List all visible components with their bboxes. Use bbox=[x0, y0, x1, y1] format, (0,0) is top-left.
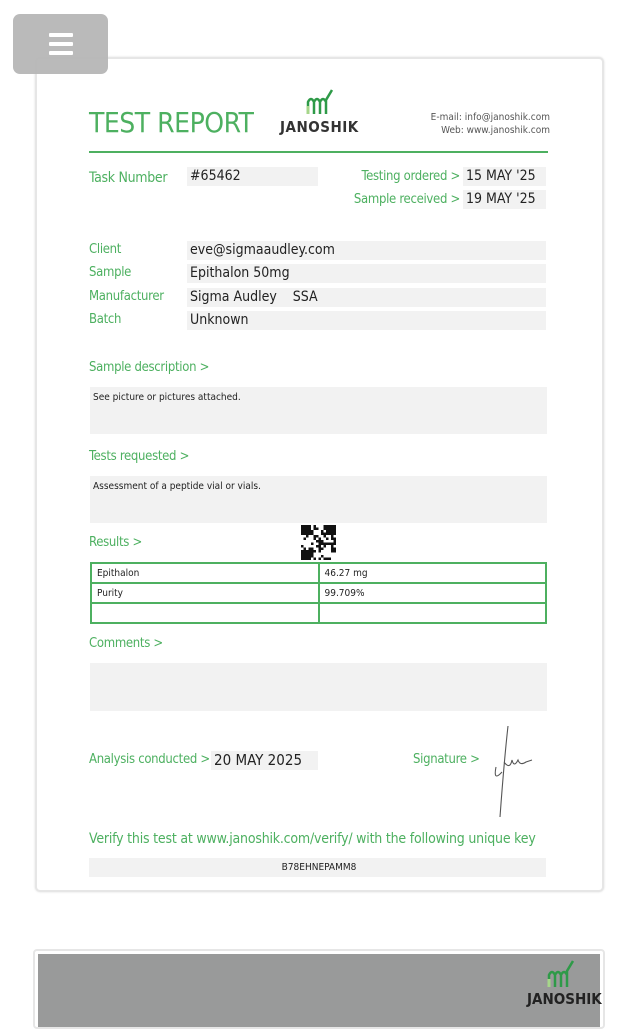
result-cell bbox=[319, 603, 547, 623]
hamburger-menu-icon bbox=[49, 33, 73, 37]
second-report-card bbox=[33, 949, 605, 1029]
result-cell: 46.27 mg bbox=[319, 563, 547, 583]
results-label: Results > bbox=[89, 535, 142, 550]
tests-requested-value: Assessment of a peptide vial or vials. bbox=[90, 476, 547, 523]
hamburger-line bbox=[49, 51, 73, 55]
batch-label: Batch bbox=[89, 312, 122, 327]
header-divider bbox=[89, 151, 548, 153]
result-cell: Purity bbox=[91, 583, 319, 603]
analysis-conducted-label: Analysis conducted > bbox=[89, 752, 210, 767]
comments-value bbox=[90, 663, 547, 711]
sample-description-label: Sample description > bbox=[89, 360, 210, 375]
unique-key[interactable]: B78EHNEPAMM8 bbox=[89, 858, 546, 877]
sample-description-value: See picture or pictures attached. bbox=[90, 387, 547, 434]
contact-web: Web: www.janoshik.com bbox=[441, 125, 550, 136]
manufacturer-label: Manufacturer bbox=[89, 289, 164, 304]
analysis-conducted-value: 20 MAY 2025 bbox=[211, 751, 318, 770]
testing-ordered-label: Testing ordered > bbox=[361, 169, 460, 184]
result-cell: Epithalon bbox=[91, 563, 319, 583]
janoshik-logo: JANOSHIK bbox=[280, 88, 360, 138]
table-row bbox=[91, 583, 546, 603]
table-row bbox=[91, 603, 546, 623]
task-number-value: #65462 bbox=[187, 167, 318, 186]
result-cell bbox=[91, 603, 319, 623]
signature-label: Signature > bbox=[413, 752, 480, 767]
result-cell: 99.709% bbox=[319, 583, 547, 603]
client-label: Client bbox=[89, 242, 122, 257]
batch-value: Unknown bbox=[187, 311, 546, 330]
verify-text: Verify this test at www.janoshik.com/verify/ with the following unique key bbox=[89, 831, 536, 847]
hamburger-line bbox=[49, 42, 73, 46]
menu-button[interactable] bbox=[13, 14, 108, 74]
sample-received-label: Sample received > bbox=[353, 192, 460, 207]
comments-label: Comments > bbox=[89, 636, 163, 651]
task-number-label: Task Number bbox=[89, 170, 168, 186]
signature-image bbox=[488, 722, 536, 822]
janoshik-logo: JANOSHIK bbox=[527, 959, 589, 1015]
tests-requested-label: Tests requested > bbox=[89, 449, 190, 464]
client-value: eve@sigmaaudley.com bbox=[187, 241, 546, 260]
sample-label: Sample bbox=[89, 265, 132, 280]
report-title: TEST REPORT bbox=[89, 106, 254, 139]
contact-email: E-mail: info@janoshik.com bbox=[430, 112, 550, 123]
results-table bbox=[90, 562, 547, 624]
testing-ordered-value: 15 MAY '25 bbox=[463, 167, 546, 186]
table-row bbox=[91, 563, 546, 583]
qr-code bbox=[301, 525, 336, 560]
sample-received-value: 19 MAY '25 bbox=[463, 190, 546, 209]
manufacturer-value: Sigma Audley SSA bbox=[187, 288, 546, 307]
sample-value: Epithalon 50mg bbox=[187, 264, 546, 283]
